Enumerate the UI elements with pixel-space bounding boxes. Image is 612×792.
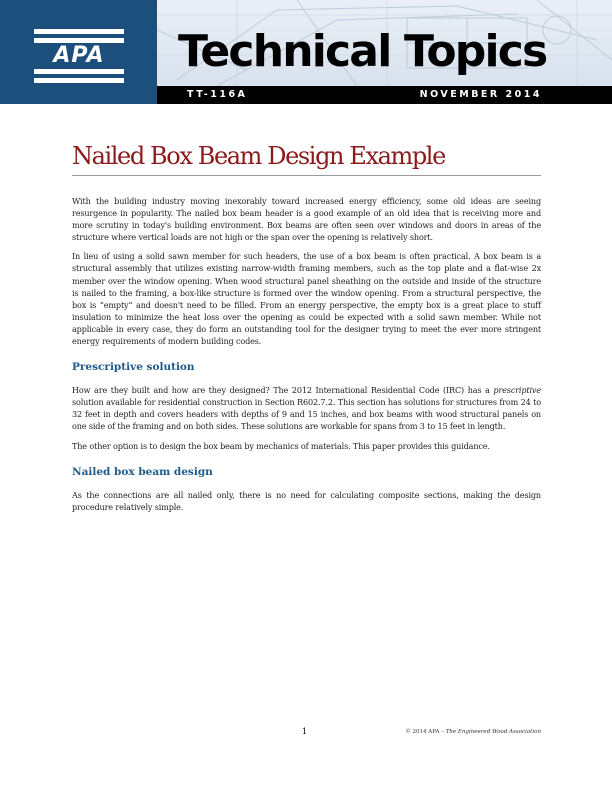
document-body xyxy=(72,195,541,520)
publication-date: NOVEMBER 2014 xyxy=(419,89,542,100)
copyright-text: © 2014 APA – xyxy=(405,729,446,735)
section-heading-prescriptive: Prescriptive solution xyxy=(72,361,195,374)
copyright-organization: The Engineered Wood Association xyxy=(445,729,541,735)
document-title: Nailed Box Beam Design Example xyxy=(72,142,445,170)
section-paragraph xyxy=(72,384,541,432)
apa-logo xyxy=(0,0,157,104)
title-divider xyxy=(72,175,541,176)
emphasis-text: prescriptive xyxy=(493,385,541,396)
logo-stripe xyxy=(34,29,124,34)
section-heading-nailed-box-beam: Nailed box beam design xyxy=(72,465,213,478)
page-number: 1 xyxy=(302,727,308,736)
document-number: TT-116A xyxy=(187,89,248,100)
footer-copyright xyxy=(405,728,541,736)
section-paragraph: As the connections are all nailed only, there is no need for calculating composite sections, making the design procedure relatively simple. xyxy=(72,489,541,512)
intro-paragraph: With the building industry moving inexorably toward increased energy efficiency, some old ideas are seeing resurgence in popularity. The nailed box beam header is a good example of an old idea that is receiving more and more scrutiny in today's building environment. Box beams are often seen over windows and doors in areas of the structure where vertical loads are not high or the span over the opening is relatively short. xyxy=(72,196,541,243)
section-paragraph: The other option is to design the box beam by mechanics of materials. This paper provides this guidance. xyxy=(72,440,490,451)
logo-text: APA xyxy=(53,43,105,68)
page-header xyxy=(0,0,612,104)
publication-title: Technical Topics xyxy=(178,26,547,77)
text-span: solution available for residential construction in Section R602.7.2. This section has solutions for structures from 24 to 32 feet in depth and covers headers with depths of 9 and 15 inches, and box beams with wood structural panels on one side of the framing and on both sides. These solutions are workable for spans from 3 to 15 feet in length. xyxy=(72,397,541,432)
intro-paragraph: In lieu of using a solid sawn member for such headers, the use of a box beam is often practical. A box beam is a structural assembly that utilizes existing narrow-width framing members, such as the top plate and a flat-wise 2x member over the window opening. When wood structural panel sheathing on the outside and inside of the structure is nailed to the framing, a box-like structure is formed over the window opening. From a structural perspective, the box is “empty” and doesn't need to be filled. From an energy perspective, the empty box is a great place to stuff insulation to minimize the heat loss over the opening as could be expected with a solid sawn member. While not applicable in every case, they do form an outstanding tool for the designer trying to meet the ever more stringent energy requirements of modern building codes. xyxy=(72,251,541,347)
logo-stripe xyxy=(34,78,124,83)
text-span: How are they built and how are they designed? The 2012 International Residential Code (IRC) has a xyxy=(72,385,494,396)
logo-stripe xyxy=(34,69,124,74)
